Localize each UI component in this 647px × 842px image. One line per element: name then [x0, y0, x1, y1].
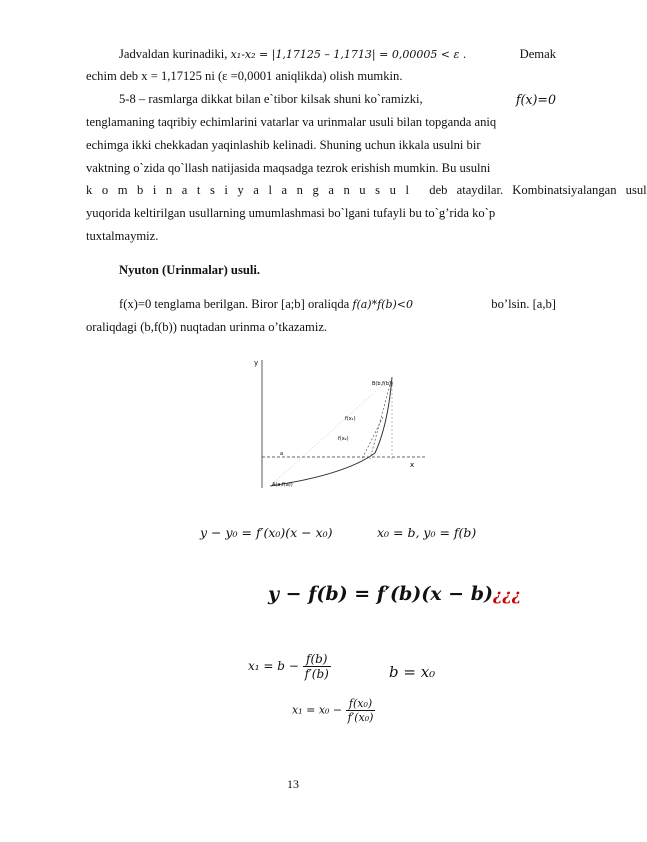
para1-math: x₁-x₂ = |1,17125 – 1,1713| = 0,00005 < ε .: [230, 48, 467, 61]
para2-text-line4: vaktning o`zida qo`llash natijasida maqsadga tezrok erishish mumkin. Bu usulni: [86, 161, 491, 175]
x1-general-formula: [292, 697, 375, 724]
tangent-equation: y − y₀ = f′(x₀)(x − x₀): [200, 525, 333, 540]
para2-text-line2: tenglamaning taqribiy echimlarini vatarlar va urinmalar usuli bilan topganda aniq: [86, 115, 497, 129]
x1-fraction-numerator: f(b): [303, 652, 331, 667]
x1-general-fraction: [346, 697, 376, 724]
para2-line1: [119, 92, 556, 107]
x1-general-numerator: f(x₀): [346, 697, 376, 711]
x1-fraction: [303, 652, 331, 681]
para2-line2: [86, 115, 496, 130]
tangent-line-2: [362, 417, 383, 459]
para2-line5: [86, 183, 647, 198]
para2-line4: [86, 161, 490, 176]
x1-formula-lhs: x₁ = b −: [248, 659, 299, 673]
x-axis-label: x: [410, 461, 415, 469]
para2-text-spaced: k o m b i n a t s i y a l a n g a n u s u l: [86, 183, 413, 197]
point-a-label: a: [280, 451, 284, 457]
para3-text-b: bo’lsin. [a,b]: [491, 297, 556, 311]
para2-line6: [86, 206, 495, 221]
x1-general-denominator: f′(x₀): [347, 711, 374, 724]
para2-text-line5: deb ataydilar. Kombinatsiyalangan usul: [429, 183, 647, 197]
para2-line7: [86, 229, 158, 244]
x1-general-lhs: x₁ = x₀ −: [292, 703, 343, 717]
para1-line2: [86, 69, 402, 84]
para3-line2: [86, 320, 327, 335]
para2-math: f(x)=0: [515, 92, 556, 107]
para1-line1: [119, 47, 556, 62]
para1-text-line2: echim deb x = 1,17125 ni (ε =0,0001 aniqlikda) olish mumkin.: [86, 69, 403, 83]
tangent-equation-main: y − f(b) = f′(b)(x − b): [268, 583, 493, 605]
section-heading: Nyuton (Urinmalar) usuli.: [119, 263, 260, 277]
para2-text-line7: tuxtalmaymiz.: [86, 229, 159, 243]
para3-math: f(a)*f(b)<0: [352, 298, 413, 311]
para2-text-line3: echimga ikki chekkadan yaqinlashib kelinadi. Shuning uchun ikkala usulni bir: [86, 138, 481, 152]
chord-line: [270, 377, 392, 486]
point-a-coord-label: A(a,f(a)): [272, 482, 293, 488]
y-axis-label: y: [254, 359, 259, 367]
para3-text-a: f(x)=0 tenglama berilgan. Biror [a;b] oraliqda: [119, 297, 350, 311]
point-b-label: B(b,f(b)): [372, 381, 393, 387]
tangent-equation-tail: ¿¿¿: [492, 585, 522, 604]
x1-fraction-denominator: f′(b): [304, 667, 329, 681]
initial-point-equation: x₀ = b, y₀ = f(b): [377, 525, 477, 540]
para2-text-line6: yuqorida keltirilgan usullarning umumlashmasi bo`lgani tufayli bu to`g’rida ko`p: [86, 206, 496, 220]
newton-method-figure: [250, 355, 430, 490]
para3-text-line2: oraliqdagi (b,f(b)) nuqtadan urinma o’tkazamiz.: [86, 320, 328, 334]
para1-text-b: Demak: [519, 47, 556, 61]
b-equals-x0: b = x₀: [389, 663, 436, 681]
point-fx2-label: f(x₂): [338, 436, 349, 442]
para3-line1: [119, 297, 556, 312]
para2-text-line1: 5-8 – rasmlarga dikkat bilan e`tibor kilsak shuni ko`ramizki,: [119, 92, 423, 106]
tangent-line-1: [370, 377, 392, 459]
tangent-equation-at-b: [268, 583, 521, 605]
page-number: 13: [287, 777, 299, 791]
x1-formula: [248, 652, 331, 681]
point-fx1-label: f(x₁): [345, 416, 356, 422]
para2-line3: [86, 138, 481, 153]
para1-text-a: Jadvaldan kurinadiki,: [119, 47, 228, 61]
